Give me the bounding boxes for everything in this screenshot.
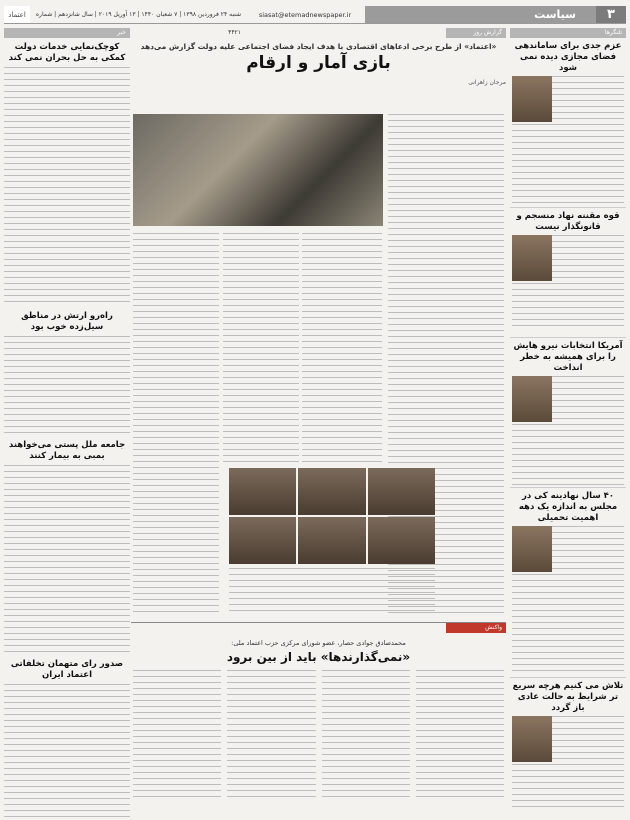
right-item-headline: ۴۰ سال نهادینه کی در مجلس به اندازه یک دهه اهمیت تحمیلی: [518, 491, 618, 523]
byline: مرجان زاهرانی: [468, 79, 506, 86]
main-story-headline: بازی آمار و ارقام: [246, 53, 391, 73]
left-item-headline: راه‌رو ارتش در مناطق سیل‌زده خوب بود: [21, 311, 113, 332]
bottom-story-kicker: محمدصادق جوادی حصار، عضو شورای مرکزی حزب اعتماد ملی:: [231, 639, 406, 647]
portrait-photo: [512, 235, 552, 281]
right-item: [510, 678, 626, 814]
page-number: ۳: [596, 6, 626, 23]
article-text: [223, 233, 299, 463]
main-story-kicker: «اعتماد» از طرح برخی ادعاهای اقتصادی با هدف ایجاد فضای اجتماعی علیه دولت گزارش می‌دهد: [140, 42, 497, 51]
article-text: [133, 670, 221, 800]
portrait-photo: [229, 468, 296, 515]
portrait-photo: [512, 526, 552, 572]
portrait-photo: [298, 468, 365, 515]
meeting-photo: [133, 114, 383, 226]
portrait-photo: [229, 517, 296, 564]
right-item-headline: قوه مقننه نهاد منسجم و قانونگذار نیست: [516, 211, 620, 232]
right-item: [510, 488, 626, 678]
section-title: سیاست: [365, 6, 596, 23]
article-text: [4, 336, 130, 436]
right-column-label: تلنگرها: [510, 28, 626, 38]
article-text: [416, 670, 504, 800]
left-item-headline: جامعه ملل پستی می‌خواهند بمبی به بیمار کنند: [8, 440, 126, 461]
article-text: [4, 67, 130, 307]
newspaper-logo: اعتماد: [4, 6, 30, 23]
portrait-photo: [368, 517, 435, 564]
portrait-photo: [512, 376, 552, 422]
portrait-strip: [229, 468, 435, 564]
dateline: شنبه ۲۴ فروردین ۱۳۹۸ | ۷ شعبان ۱۴۴۰ | ۱۳ آوریل ۲۰۱۹ | سال شانزدهم | شماره ۴۴۲۱: [35, 11, 241, 36]
right-item-headline: عزم جدی برای ساماندهی فضای مجازی دیده نمی شود: [514, 41, 622, 73]
article-text: [302, 233, 382, 463]
section-email: siasat@etemadnewspaper.ir: [258, 11, 352, 19]
left-column: [4, 28, 130, 816]
portrait-photo: [368, 468, 435, 515]
left-column-label: خبر: [4, 28, 130, 38]
article-text: [227, 670, 315, 800]
portrait-photo: [512, 716, 552, 762]
article-text: [133, 233, 219, 613]
bottom-story: [131, 622, 506, 816]
main-story-label: گزارش روز: [446, 28, 506, 38]
main-story: [131, 28, 506, 616]
bottom-story-headline: «نمی‌گذارند‌ها» باید از بین برود: [226, 650, 411, 664]
left-item-headline: کوچک‌نمایی خدمات دولت کمکی به حل بحران نمی کند: [8, 42, 126, 63]
right-column: [510, 28, 626, 816]
left-item-headline: صدور رای متهمان تخلفاتی اعتماد ایران: [10, 659, 124, 680]
right-item: [510, 338, 626, 488]
photo-caption: [229, 568, 435, 614]
right-item: [510, 208, 626, 338]
right-item-headline: تلاش می کنیم هرچه سریع تر شرایط به حالت عادی باز گردد: [512, 681, 624, 713]
right-item: [510, 38, 626, 208]
portrait-photo: [512, 76, 552, 122]
article-text: [4, 684, 130, 820]
article-text: [4, 465, 130, 655]
portrait-photo: [298, 517, 365, 564]
right-item-headline: آمریکا انتخابات نیرو هایش را برای همیشه به خطر انداخت: [513, 341, 623, 373]
article-text: [322, 670, 410, 800]
bottom-story-label: واکنش: [446, 623, 506, 633]
